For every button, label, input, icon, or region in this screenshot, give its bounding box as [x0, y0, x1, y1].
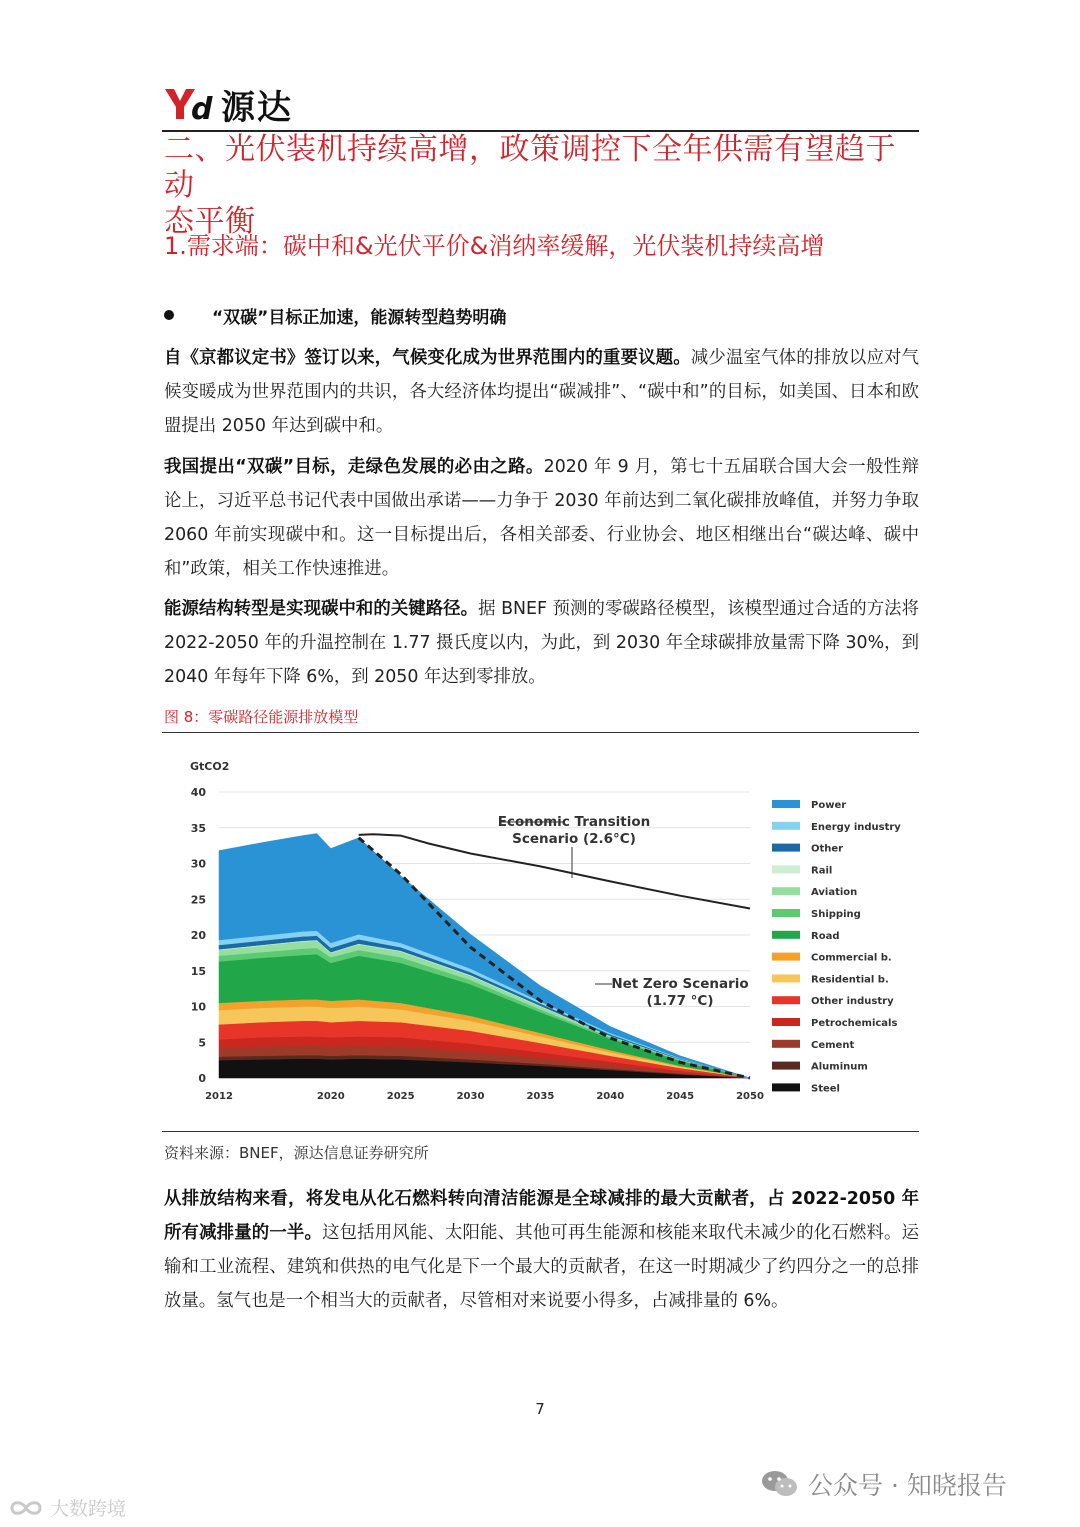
annotation-net-zero-line-2: (1.77 °C): [646, 993, 714, 1009]
legend-label: Petrochemicals: [811, 1018, 898, 1029]
y-tick-label: 20: [190, 929, 206, 942]
y-tick-label: 10: [190, 1000, 206, 1014]
y-axis-unit-label: GtCO2: [190, 760, 230, 773]
wechat-watermark-text: 公众号 · 知晓报告: [808, 1471, 1007, 1500]
paragraph-3-lead: 能源结构转型是实现碳中和的关键路径。: [164, 599, 479, 619]
paragraph-1-lead: 自《京都议定书》签订以来，气候变化成为世界范围内的重要议题。: [164, 348, 691, 368]
x-tick-label: 2012: [205, 1091, 233, 1102]
figure-title: 图 8：零碳路径能源排放模型: [164, 708, 359, 726]
y-tick-label: 30: [190, 857, 206, 871]
paragraph-3: [164, 592, 919, 694]
chart-areas: [219, 834, 750, 1079]
legend-swatch: [772, 996, 800, 1004]
brand-watermark-text: 大数跨境: [50, 1498, 127, 1520]
section-title-line-1: 二、光伏装机持续高增，政策调控下全年供需有望趋于动: [164, 132, 896, 203]
x-tick-label: 2025: [386, 1091, 415, 1102]
paragraph-1-body: 减少温室气体的排放以应对气候变暖成为世界范围内的共识，各大经济体均提出“碳减排”、“碳中和”的目标，如美国、日本和欧盟提出 2050 年达到碳中和。: [164, 348, 919, 436]
legend-swatch: [772, 844, 800, 852]
legend-swatch: [772, 1040, 800, 1048]
company-logo: [165, 84, 293, 128]
legend-swatch: [772, 953, 800, 961]
legend-swatch: [772, 1083, 800, 1091]
legend-swatch: [772, 822, 800, 830]
paragraph-2-lead: 我国提出“双碳”目标，走绿色发展的必由之路。: [164, 457, 544, 477]
y-tick-label: 40: [190, 786, 206, 799]
chart-legend: [772, 800, 901, 1094]
legend-label: Other: [811, 843, 844, 855]
legend-label: Cement: [811, 1039, 855, 1051]
paragraph-4-lead: 从排放结构来看，将发电从化石燃料转向清洁能源是全球减排的最大贡献者，占 2022-2050 年所有减排量的一半。: [164, 1189, 919, 1243]
emissions-area-chart: [162, 740, 919, 1125]
paragraph-1: [164, 341, 919, 443]
x-tick-label: 2035: [526, 1091, 555, 1102]
svg-text:d: d: [191, 92, 213, 121]
paragraph-3-body: 据 BNEF 预测的零碳路径模型，该模型通过合适的方法将 2022-2050 年的升温控制在 1.77 摄氏度以内，为此，到 2030 年全球碳排放量需下降 30%，到 2040 年每年下降 6%，到 2050 年达到零排放。: [164, 599, 919, 687]
legend-label: Power: [811, 800, 847, 811]
brand-watermark: [8, 1494, 126, 1521]
wechat-icon: [760, 1469, 800, 1499]
legend-label: Steel: [811, 1083, 840, 1095]
section-title-line-2: 态平衡: [164, 204, 256, 239]
paragraph-2: [164, 450, 919, 586]
infinity-logo-icon: [8, 1497, 44, 1519]
y-tick-label: 35: [190, 821, 206, 835]
logo-text: 源达: [221, 87, 293, 128]
annotation-economic-transition-line-1: Economic Transition: [497, 814, 651, 830]
legend-swatch: [772, 800, 800, 808]
y-tick-label: 25: [190, 893, 206, 907]
y-tick-label: 0: [198, 1072, 206, 1085]
subsection-title: 1.需求端：碳中和&光伏平价&消纳率缓解，光伏装机持续高增: [164, 232, 825, 260]
bullet-dot-icon: [164, 310, 174, 320]
legend-label: Rail: [811, 865, 833, 877]
y-tick-label: 5: [198, 1036, 206, 1050]
legend-label: Shipping: [811, 909, 861, 920]
legend-label: Aluminum: [811, 1061, 868, 1073]
legend-swatch: [772, 865, 800, 873]
annotation-economic-transition-line-2: Scenario (2.6°C): [512, 831, 636, 847]
x-tick-label: 2020: [316, 1091, 345, 1102]
legend-swatch: [772, 1062, 800, 1070]
figure-bottom-rule: [162, 1131, 919, 1132]
logo-mark-icon: [165, 87, 217, 121]
legend-swatch: [772, 1018, 800, 1026]
legend-swatch: [772, 887, 800, 895]
legend-swatch: [772, 974, 800, 982]
legend-label: Aviation: [811, 887, 858, 899]
section-title: [164, 132, 920, 240]
annotation-net-zero-line-1: Net Zero Scenario: [611, 976, 749, 992]
x-tick-label: 2030: [456, 1091, 485, 1102]
legend-label: Energy industry: [811, 821, 901, 833]
x-tick-label: 2050: [736, 1091, 764, 1102]
legend-label: Road: [811, 930, 840, 942]
figure-source: 资料来源：BNEF，源达信息证券研究所: [164, 1144, 429, 1162]
legend-label: Residential b.: [811, 974, 889, 986]
legend-swatch: [772, 909, 800, 917]
figure-top-rule: [162, 732, 919, 733]
wechat-watermark: [760, 1466, 1007, 1502]
bullet-text: “双碳”目标正加速，能源转型趋势明确: [212, 307, 507, 328]
paragraph-2-body: 2020 年 9 月，第七十五届联合国大会一般性辩论上，习近平总书记代表中国做出承诺——力争于 2030 年前达到二氧化碳排放峰值，并努力争取 2060 年前实现碳中和。这一目标提出后，各相关部委、行业协会、地区相继出台“碳达峰、碳中和”政策，相关工作快速推进。: [164, 457, 919, 579]
legend-label: Commercial b.: [811, 952, 892, 964]
x-tick-label: 2045: [666, 1091, 695, 1102]
x-tick-label: 2040: [596, 1091, 625, 1102]
paragraph-4: [164, 1182, 919, 1318]
legend-swatch: [772, 931, 800, 939]
bullet-item: [164, 301, 506, 329]
y-tick-label: 15: [190, 964, 206, 978]
legend-label: Other industry: [811, 996, 894, 1008]
paragraph-4-body: 这包括用风能、太阳能、其他可再生能源和核能来取代未减少的化石燃料。运输和工业流程、建筑和供热的电气化是下一个最大的贡献者，在这一时期减少了约四分之一的总排放量。氢气也是一个相当大的贡献者，尽管相对来说要小得多，占减排量的 6%。: [164, 1223, 919, 1311]
page-number: 7: [535, 1400, 545, 1418]
chart-annotations: [498, 814, 749, 1009]
